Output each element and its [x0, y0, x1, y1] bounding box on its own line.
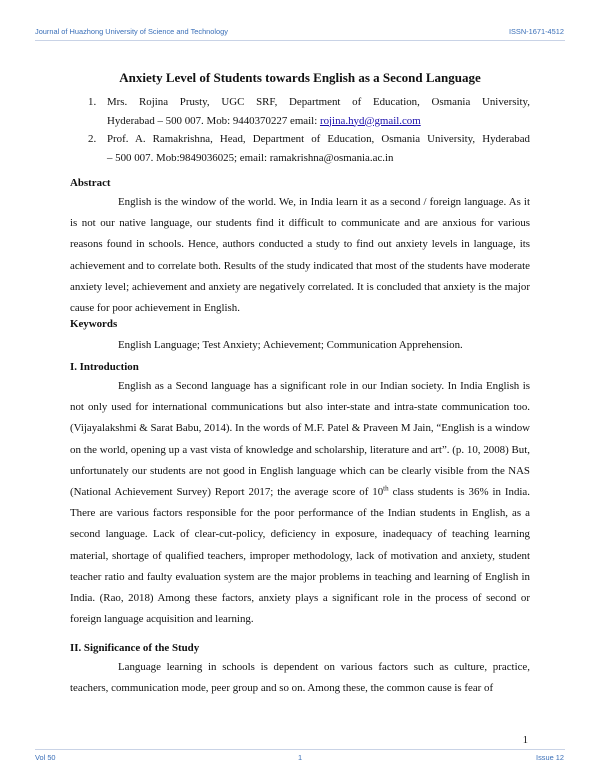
- author-number: 2.: [88, 133, 97, 145]
- author-item: [70, 93, 530, 130]
- significance-text: Language learning in schools is dependent on various factors such as culture, practice, teachers, communication mode, peer group and so on. Among these, the common cause is fear of: [70, 661, 530, 695]
- footer-page-number: 1: [297, 753, 303, 762]
- author-contact-text: Hyderabad – 500 007. Mob: 9440370227 email:: [107, 114, 320, 127]
- author-list: [70, 93, 530, 167]
- superscript-th: th: [383, 484, 389, 493]
- header-divider: [35, 40, 565, 41]
- introduction-text-part1: English as a Second language has a significant role in our Indian society. In India English is not only used for international communications but also inter-state and intra-state communication too. (Vijayalakshmi & Sarat Babu, 2014). In the words of M.F. Patel & Praveen M Jain, “English is a window on the world, opening up a vast vista of knowledge and scholarship, literature and art”. (p. 10, 2008) But, unfortunately our students are not good in English language which can be clearly visible from the NAS (National Achievement Survey) Report 2017; the average score of 10: [70, 380, 530, 499]
- abstract-text: English is the window of the world. We, in India learn it as a second / foreign language. As it is not our native language, our students find it difficult to communicate and are anxious for various reasons found in schools. Hence, authors conducted a study to find out anxiety levels in language, its achievement and to correlate both. Results of the study indicated that most of the students have moderate anxiety level; achievement and anxiety are negatively correlated. It is concluded that anxiety is the major cause for poor achievement in English.: [70, 196, 530, 315]
- footer-volume: Vol 50: [35, 753, 56, 762]
- author-contact: [107, 112, 530, 131]
- introduction-text-part2: class students is 36% in India. There are various factors responsible for the poor performance of the Indian students in English, as a second language. Lack of clear-cut-policy, deficiency in exposure, inadequacy of teaching learning material, shortage of qualified teachers, improper methodology, lack of motivation and anxiety, student teacher ratio and faulty evaluation system are the major problems in teaching and learning of English in India. (Rao, 2018) Among these factors, anxiety plays a significant role in the process of second or foreign language acquisition and learning.: [70, 486, 530, 626]
- journal-name-header: Journal of Huazhong University of Science and Technology: [35, 27, 228, 36]
- author-contact: – 500 007. Mob:9849036025; email: ramakrishna@osmania.ac.in: [107, 151, 394, 164]
- keywords-heading: Keywords: [70, 318, 118, 330]
- page-number-inline: 1: [522, 735, 528, 746]
- issn-header: ISSN-1671-4512: [508, 27, 564, 36]
- abstract-heading: Abstract: [70, 177, 111, 189]
- author-email-link[interactable]: rojina.hyd@gmail.com: [319, 114, 421, 127]
- author-item: [70, 130, 530, 167]
- keywords-text: English Language; Test Anxiety; Achievement; Communication Apprehension.: [118, 339, 463, 351]
- introduction-text: [70, 376, 530, 630]
- paper-title: Anxiety Level of Students towards English as a Second Language: [119, 70, 481, 85]
- footer-issue: Issue 12: [536, 753, 564, 762]
- footer-divider: [35, 749, 565, 750]
- significance-heading: II. Significance of the Study: [70, 642, 200, 654]
- introduction-heading: I. Introduction: [70, 361, 139, 373]
- author-affiliation: Prof. A. Ramakrishna, Head, Department of Education, Osmania University, Hyderabad: [107, 133, 530, 145]
- author-affiliation: Mrs. Rojina Prusty, UGC SRF, Department of Education, Osmania University,: [107, 96, 530, 108]
- author-number: 1.: [88, 96, 97, 108]
